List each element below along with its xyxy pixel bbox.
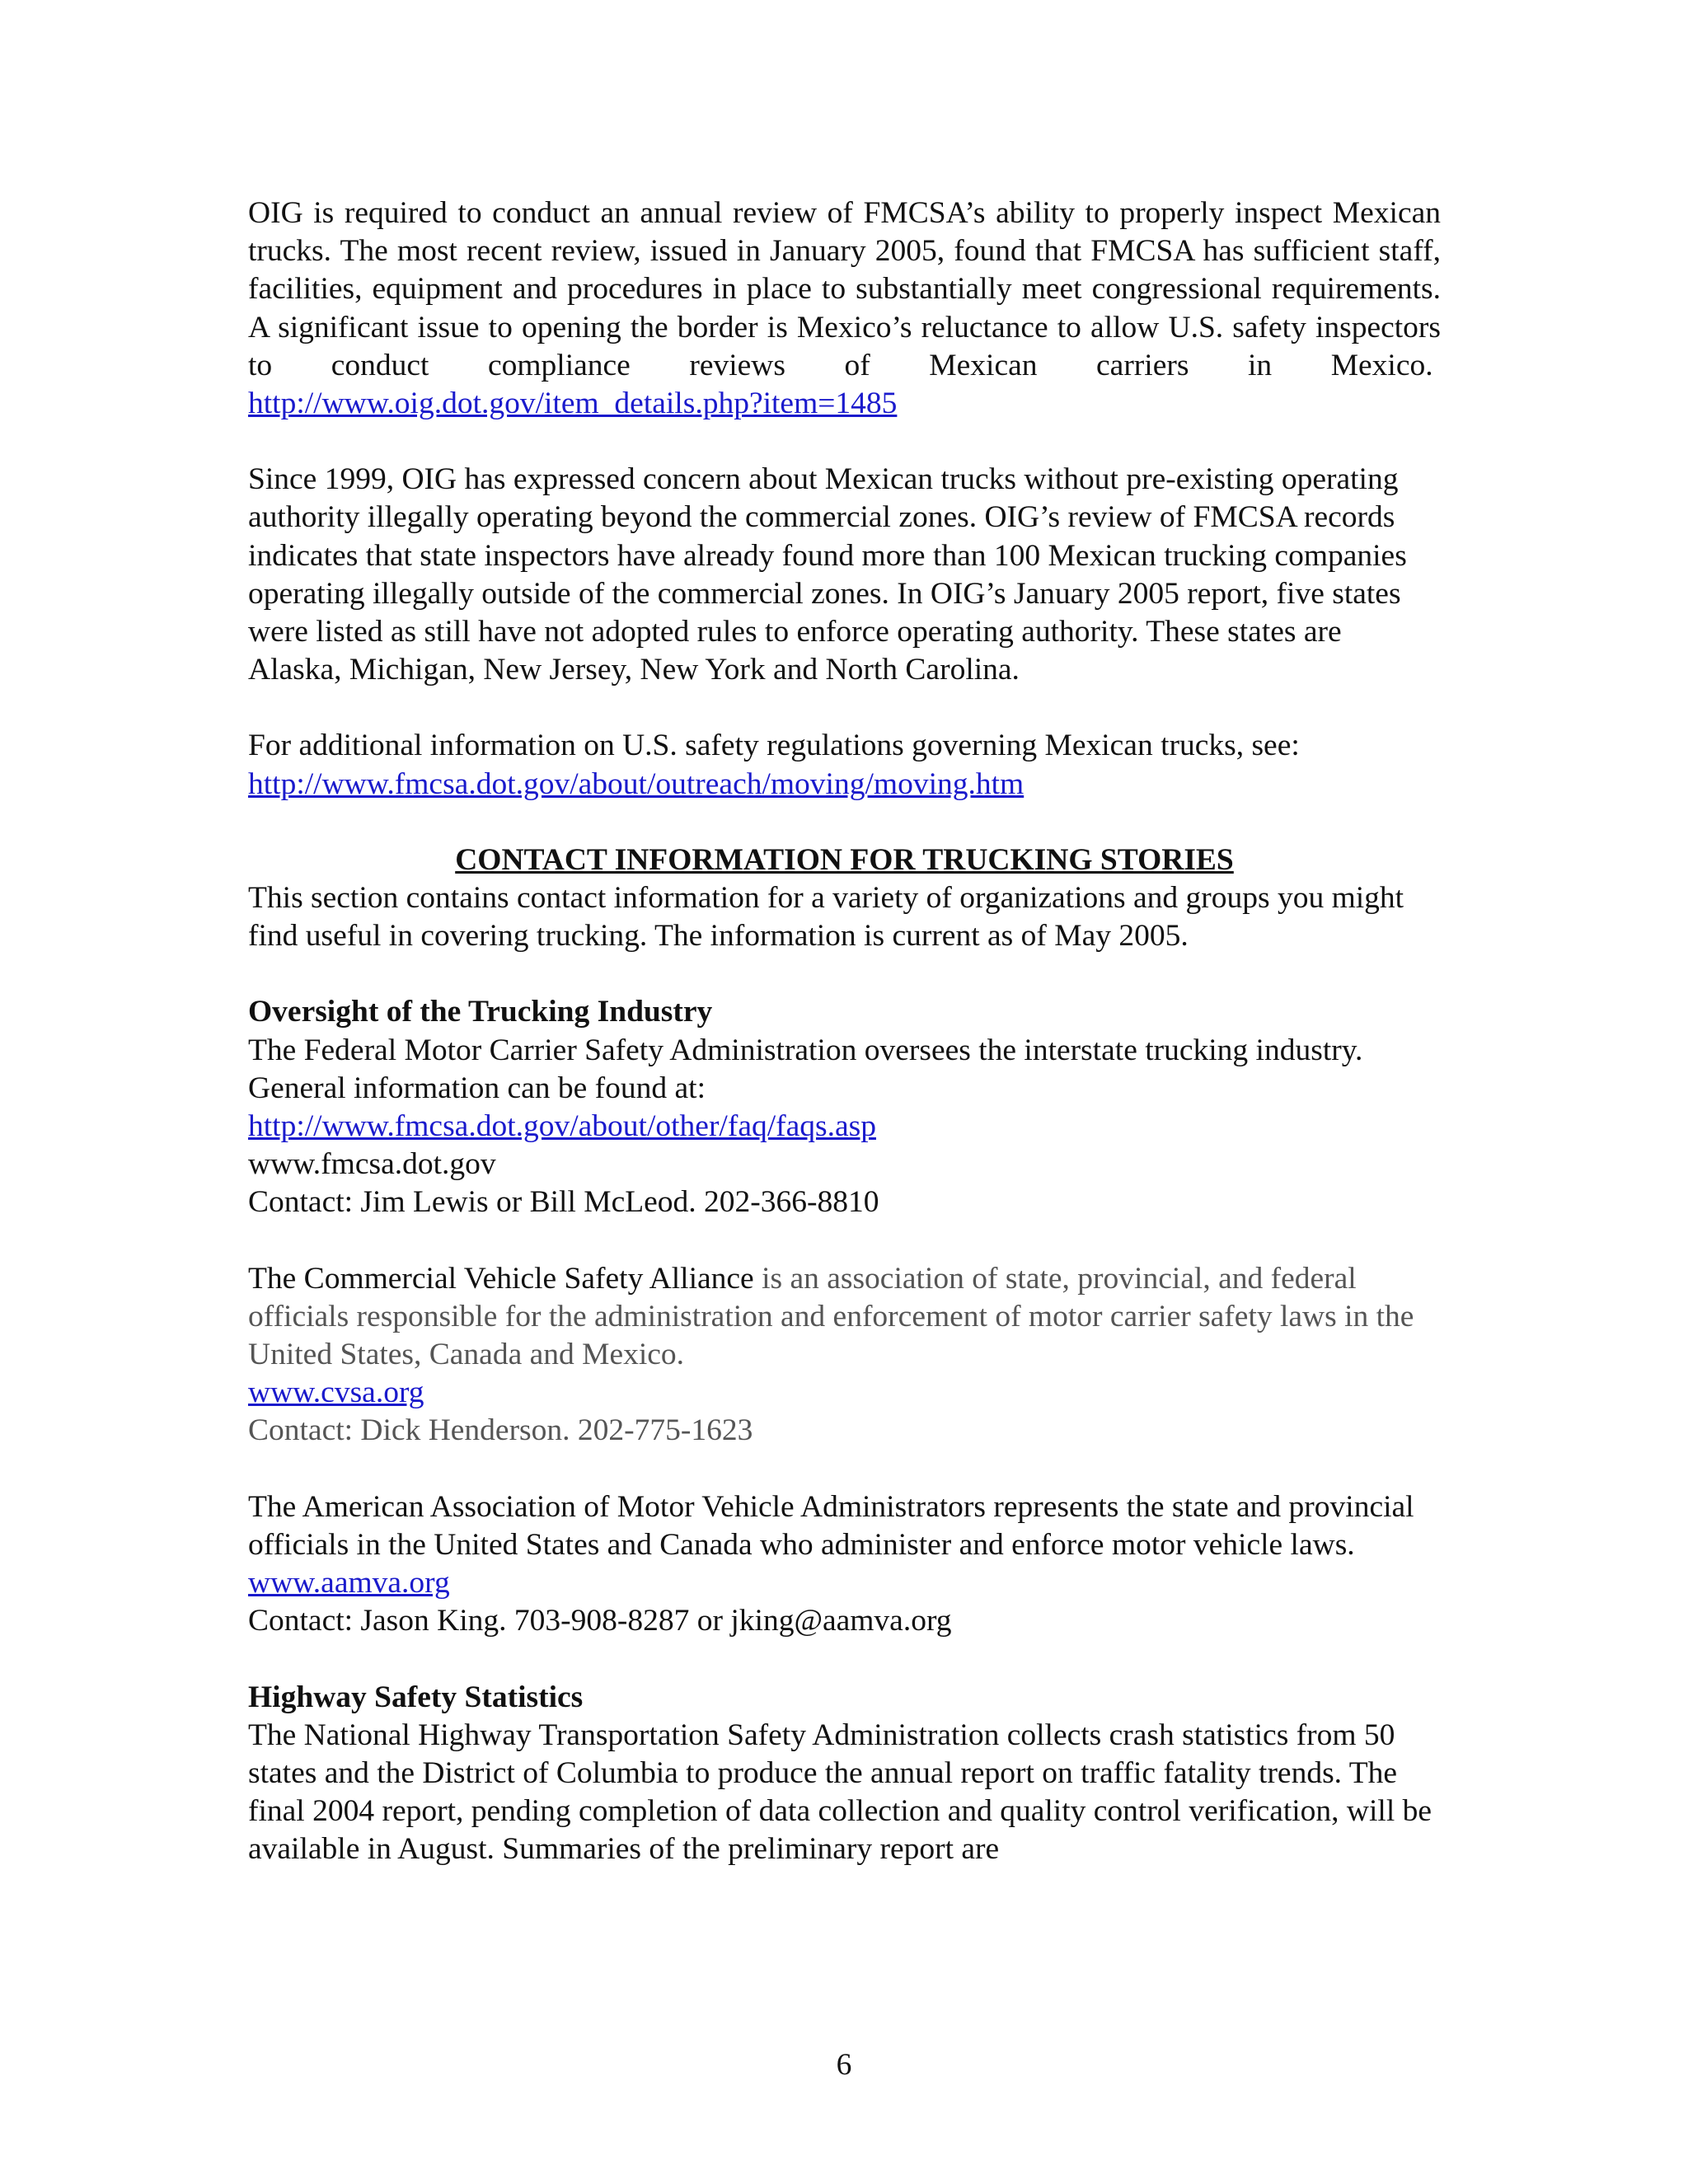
spacer (248, 955, 1441, 993)
page-number: 6 (836, 2048, 852, 2082)
contact-section-title: CONTACT INFORMATION FOR TRUCKING STORIES (455, 842, 1234, 877)
document-page (248, 194, 1441, 1869)
cvsa-contact: Contact: Dick Henderson. 202-775-1623 (248, 1413, 753, 1448)
moving-link[interactable]: http://www.fmcsa.dot.gov/about/outreach/moving/moving.htm (248, 766, 1025, 801)
fmcsa-contact: Contact: Jim Lewis or Bill McLeod. 202-366-8810 (248, 1185, 879, 1220)
aamva-contact: Contact: Jason King. 703-908-8287 or jking@aamva.org (248, 1604, 952, 1638)
spacer (248, 1451, 1441, 1488)
spacer (248, 423, 1441, 461)
spacer (248, 1641, 1441, 1679)
fmcsa-website: www.fmcsa.dot.gov (248, 1147, 496, 1182)
cvsa-description: is an association of state, provincial, and federal officials responsible for the administration and enforcement of motor carrier safety laws in the United States, Canada and Mexico. (248, 1261, 1414, 1372)
oversight-text: The Federal Motor Carrier Safety Administration oversees the interstate trucking industry. General information can be found at: (248, 1033, 1363, 1105)
cvsa-name: The Commercial Vehicle Safety Alliance (248, 1261, 754, 1296)
oversight-heading: Oversight of the Trucking Industry (248, 995, 713, 1029)
cvsa-link[interactable]: www.cvsa.org (248, 1376, 424, 1410)
spacer (248, 804, 1441, 841)
additional-info-paragraph (248, 727, 1441, 803)
aamva-link[interactable]: www.aamva.org (248, 1566, 450, 1601)
cvsa-paragraph (248, 1260, 1441, 1375)
contact-section-intro: This section contains contact information for a variety of organizations and groups you might find useful in covering trucking. The information is current as of May 2005. (248, 881, 1404, 954)
spacer (248, 689, 1441, 727)
oig-review-text: OIG is required to conduct an annual review of FMCSA’s ability to properly inspect Mexican trucks. The most recent review, issued in January 2005, found that FMCSA has sufficient staff, facilities, equipment and procedures in place to substantially meet congressional requirements. A significant issue to opening the border is Mexico’s reluctance to allow U.S. safety inspectors to conduct compliance reviews of Mexican carriers in Mexico. (248, 196, 1441, 382)
highway-stats-text: The National Highway Transportation Safety Administration collects crash statistics from 50 states and the District of Columbia to produce the annual report on traffic fatality trends. The final 2004 report, pending completion of data collection and quality control verification, will be available in August. Summaries of the preliminary report are (248, 1718, 1432, 1867)
fmcsa-faq-link[interactable]: http://www.fmcsa.dot.gov/about/other/faq/faqs.asp (248, 1109, 876, 1144)
oig-review-paragraph (248, 194, 1441, 423)
highway-stats-heading: Highway Safety Statistics (248, 1680, 584, 1714)
oig-review-link[interactable]: http://www.oig.dot.gov/item_details.php?item=1485 (248, 387, 898, 421)
aamva-text: The American Association of Motor Vehicle Administrators represents the state and provincial officials in the United States and Canada who administer and enforce motor vehicle laws. (248, 1489, 1414, 1562)
additional-info-text: For additional information on U.S. safety regulations governing Mexican trucks, see: (248, 729, 1300, 763)
spacer (248, 1222, 1441, 1260)
oig-concern-paragraph: Since 1999, OIG has expressed concern about Mexican trucks without pre-existing operating authority illegally operating beyond the commercial zones. OIG’s review of FMCSA records indicates that state inspectors have already found more than 100 Mexican trucking companies operating illegally outside of the commercial zones. In OIG’s January 2005 report, five states were listed as still have not adopted rules to enforce operating authority. These states are Alaska, Michigan, New Jersey, New York and North Carolina. (248, 462, 1407, 687)
